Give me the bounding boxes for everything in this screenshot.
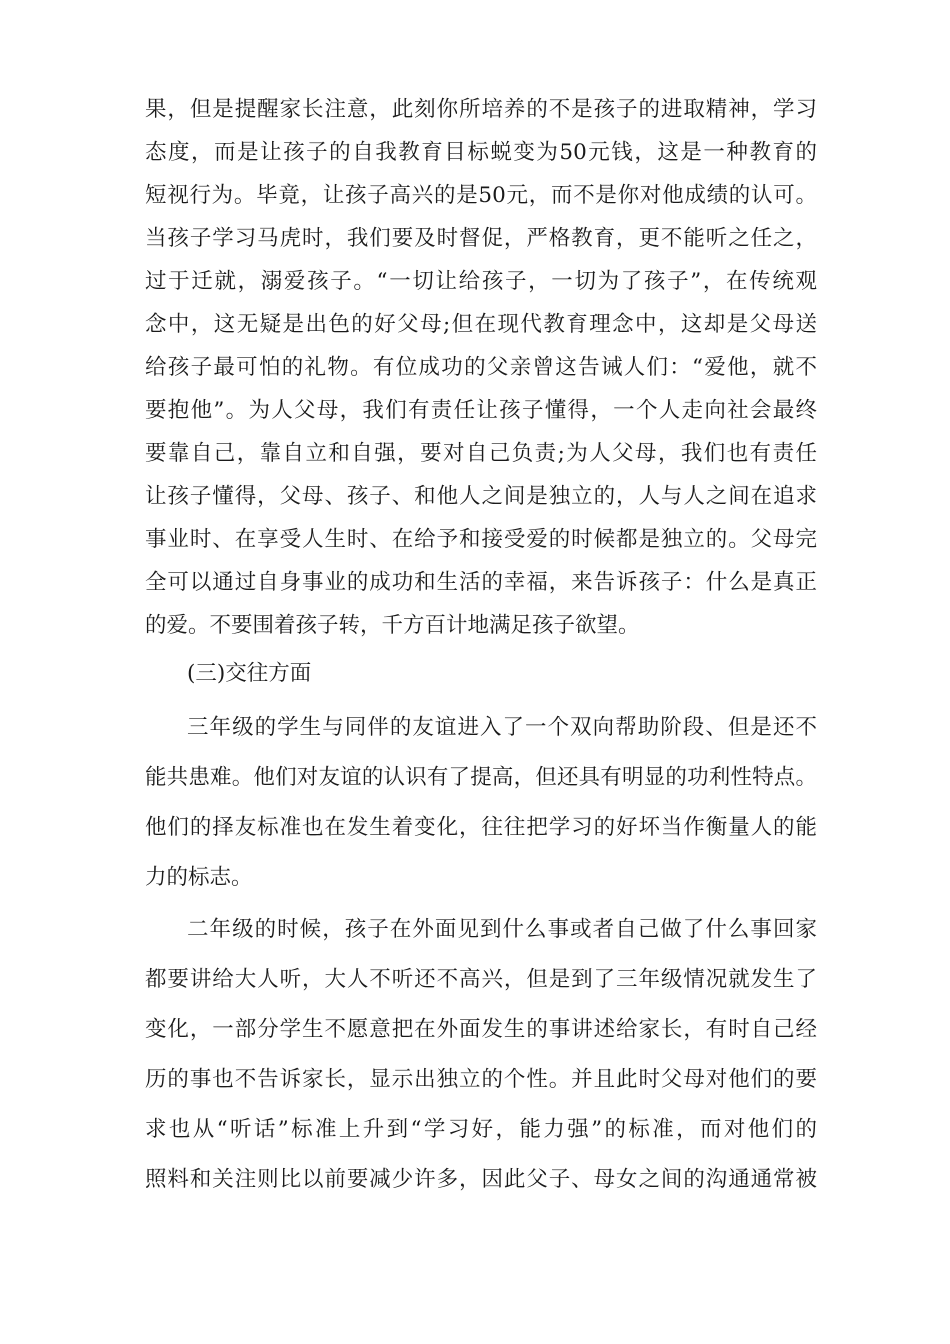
text-line: 照料和关注则比以前要减少许多，因此父子、母女之间的沟通通常被 bbox=[145, 1167, 817, 1192]
text-line: 三年级的学生与同伴的友谊进入了一个双向帮助阶段、但是还不 bbox=[187, 715, 817, 740]
text-line: 能共患难。他们对友谊的认识有了提高，但还具有明显的功利性特点。 bbox=[145, 765, 817, 790]
text-line: 果，但是提醒家长注意，此刻你所培养的不是孩子的进取精神，学习 bbox=[145, 97, 817, 122]
text-line: 念中，这无疑是出色的好父母;但在现代教育理念中，这却是父母送 bbox=[145, 312, 817, 337]
text-line: 二年级的时候，孩子在外面见到什么事或者自己做了什么事回家 bbox=[187, 917, 817, 942]
text-line: 全可以通过自身事业的成功和生活的幸福，来告诉孩子：什么是真正 bbox=[145, 570, 817, 595]
text-line: 求也从“听话”标准上升到“学习好，能力强”的标准，而对他们的 bbox=[145, 1117, 817, 1142]
section-heading: (三)交往方面 bbox=[187, 661, 312, 686]
text-line: 态度，而是让孩子的自我教育目标蜕变为50元钱，这是一种教育的 bbox=[145, 140, 817, 165]
text-line: 他们的择友标准也在发生着变化，往往把学习的好坏当作衡量人的能 bbox=[145, 815, 817, 840]
text-line: 给孩子最可怕的礼物。有位成功的父亲曾这告诫人们：“爱他，就不 bbox=[145, 355, 817, 380]
text-line: 要抱他”。为人父母，我们有责任让孩子懂得，一个人走向社会最终 bbox=[145, 398, 817, 423]
text-line: 过于迁就，溺爱孩子。“一切让给孩子，一切为了孩子”，在传统观 bbox=[145, 269, 817, 294]
text-line: 力的标志。 bbox=[145, 865, 253, 890]
text-line: 当孩子学习马虎时，我们要及时督促，严格教育，更不能听之任之， bbox=[145, 226, 817, 251]
text-line: 要靠自己，靠自立和自强，要对自己负责;为人父母，我们也有责任 bbox=[145, 441, 817, 466]
text-line: 事业时、在享受人生时、在给予和接受爱的时候都是独立的。父母完 bbox=[145, 527, 817, 552]
text-line: 让孩子懂得，父母、孩子、和他人之间是独立的，人与人之间在追求 bbox=[145, 484, 817, 509]
text-line: 的爱。不要围着孩子转，千方百计地满足孩子欲望。 bbox=[145, 613, 640, 638]
text-line: 历的事也不告诉家长，显示出独立的个性。并且此时父母对他们的要 bbox=[145, 1067, 817, 1092]
text-line: 都要讲给大人听，大人不听还不高兴，但是到了三年级情况就发生了 bbox=[145, 967, 817, 992]
text-line: 短视行为。毕竟，让孩子高兴的是50元，而不是你对他成绩的认可。 bbox=[145, 183, 817, 208]
text-line: 变化，一部分学生不愿意把在外面发生的事讲述给家长，有时自己经 bbox=[145, 1017, 817, 1042]
